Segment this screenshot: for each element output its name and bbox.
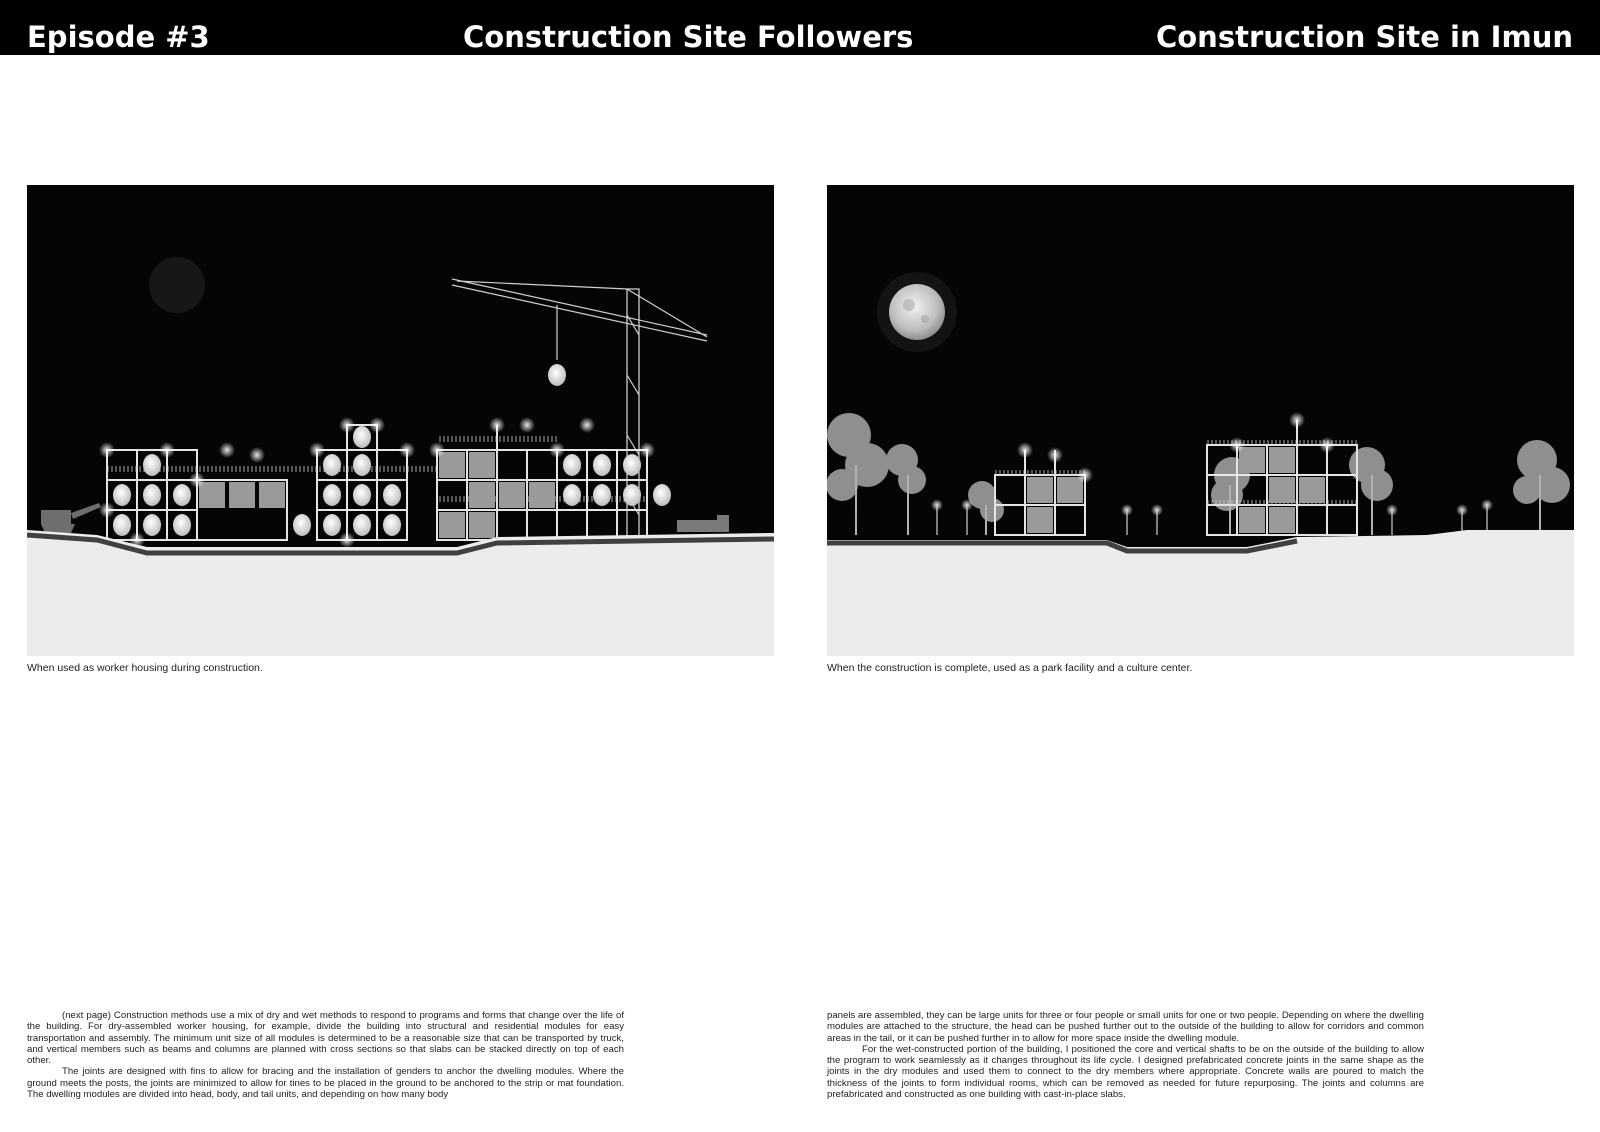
construction-scene-illustration [27,185,774,656]
paragraph: The joints are designed with fins to allow for bracing and the installation of genders to anchor the dwelling modules. Where the ground meets the posts, the joints are minimized to allow for tines to be placed in the ground to be anchored to the strip or mat foundation. The dwelling modules are divided into head, body, and tail units, and depending on how many body [27,1066,624,1101]
header-bar [0,0,1600,55]
figure-caption-right: When the construction is complete, used as a park facility and a culture center. [827,662,1193,674]
park-figure [827,185,1574,656]
body-text-right [827,1010,1424,1100]
park-scene-illustration [827,185,1574,656]
paragraph: (next page) Construction methods use a mix of dry and wet methods to respond to programs and forms that change over the life of the building. For dry-assembled worker housing, for example, divide the building into structural and residential modules for easy transportation and assembly. The minimum unit size of all modules is determined to be a reasonable size that can be transported by truck, and vertical members such as beams and columns are planned with cross sections so that slabs can be stacked directly on top of each other. [27,1010,624,1067]
paragraph: For the wet-constructed portion of the building, I positioned the core and vertical shafts to be on the outside of the building to allow the program to work seamlessly as it changes throughout its life cycle. I designed prefabricated concrete joints in the same shape as the joints in the dry modules and used them to connect to the dry members where appropriate. Concrete walls are poured to match the thickness of the joints to form individual rooms, which can be removed as needed for future repurposing. The joints and columns are prefabricated and constructed as one building with cast-in-place slabs. [827,1043,1424,1101]
episode-label: Episode #3 [27,20,210,54]
full-moon [877,272,957,352]
figure-caption-left: When used as worker housing during construction. [27,662,263,674]
paragraph: panels are assembled, they can be large units for three or four people or small units for one or two people. Depending on where the dwelling modules are attached to the structure, the head can be pushed further out to the outside of the building to allow for corridors and common areas in the tail, or it can be pushed further in to allow for more space inside the dwelling module. [827,1010,1424,1044]
document-title: Construction Site Followers [463,20,914,54]
body-text-left [27,1010,624,1100]
hanging-capsule [548,364,566,386]
document-subtitle: Construction Site in Imun [1155,20,1573,54]
construction-figure [27,185,774,656]
